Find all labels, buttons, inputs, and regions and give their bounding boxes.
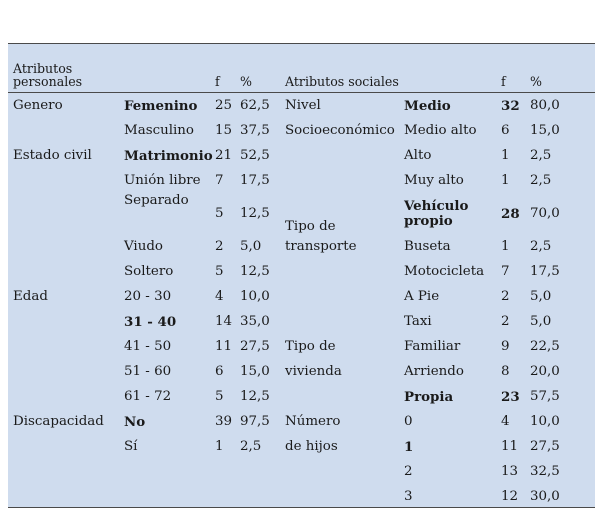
social-pct-cell: 30,0 — [530, 489, 560, 504]
personal-pct-cell: 10,0 — [240, 289, 270, 304]
personal-f-cell — [210, 484, 235, 509]
social-f-cell: 2 — [501, 314, 510, 329]
personal-f-cell: 21 — [215, 148, 233, 163]
header-pct-personal: % — [235, 44, 280, 93]
social-pct-cell: 20,0 — [530, 364, 560, 379]
social-f-cell: 12 — [501, 489, 519, 504]
personal-f-cell: 5 — [215, 206, 224, 221]
attr-personal-cell: Discapacidad — [13, 414, 104, 429]
attr-personal-cell — [8, 434, 119, 459]
personal-f-cell: 39 — [215, 414, 233, 429]
attr-personal-cell — [8, 234, 119, 259]
personal-value-cell: Soltero — [124, 264, 174, 279]
header-blank — [399, 44, 496, 93]
table-header-row — [8, 44, 595, 93]
attr-social-cell — [280, 143, 399, 168]
personal-value-cell: Separado — [124, 193, 189, 208]
header-f-personal: f — [210, 44, 235, 93]
attr-personal-cell — [8, 118, 119, 143]
personal-pct-cell: 12,5 — [240, 206, 270, 221]
personal-pct-cell: 27,5 — [240, 339, 270, 354]
social-value-cell: 2 — [404, 464, 413, 479]
social-pct-cell: 17,5 — [530, 264, 560, 279]
personal-f-cell: 2 — [215, 239, 224, 254]
personal-pct-cell: 5,0 — [240, 239, 262, 254]
social-pct-cell: 5,0 — [530, 314, 552, 329]
social-f-cell: 9 — [501, 339, 510, 354]
header-atributos-sociales: Atributos sociales — [280, 44, 399, 93]
social-value-cell: A Pie — [404, 289, 440, 304]
personal-value-cell — [119, 459, 210, 484]
social-value-cell: Propia — [404, 388, 454, 405]
attr-personal-cell: Edad — [13, 289, 48, 304]
personal-value-cell: Masculino — [124, 123, 194, 138]
social-value-cell: Medio — [404, 97, 451, 114]
social-value-cell: Arriendo — [404, 364, 464, 379]
social-pct-cell: 5,0 — [530, 289, 552, 304]
attr-personal-cell — [8, 309, 119, 334]
table-row — [8, 384, 595, 409]
social-f-cell: 2 — [501, 289, 510, 304]
social-f-cell: 13 — [501, 464, 519, 479]
personal-pct-cell: 12,5 — [240, 389, 270, 404]
personal-f-cell — [210, 459, 235, 484]
personal-f-cell: 4 — [215, 289, 224, 304]
social-value-cell: Vehículo propio — [404, 197, 469, 229]
social-value-cell: Familiar — [404, 339, 461, 354]
attr-personal-cell — [8, 459, 119, 484]
attributes-table-panel — [8, 43, 595, 508]
social-f-cell: 1 — [501, 148, 510, 163]
social-value-cell: Taxi — [404, 314, 432, 329]
attr-social-cell — [280, 309, 399, 334]
social-pct-cell: 57,5 — [530, 389, 560, 404]
attr-social-cell: de hijos — [285, 439, 338, 454]
attr-social-cell: Tipo de — [285, 219, 336, 234]
personal-value-cell: Matrimonio — [124, 147, 213, 164]
social-value-cell: Alto — [404, 148, 432, 163]
personal-f-cell: 25 — [215, 98, 233, 113]
personal-pct-cell: 2,5 — [240, 439, 262, 454]
table-row — [8, 193, 595, 234]
attr-personal-cell — [8, 384, 119, 409]
personal-f-cell: 7 — [215, 173, 224, 188]
table-row — [8, 484, 595, 509]
personal-value-cell: Sí — [124, 439, 138, 454]
personal-f-cell: 1 — [215, 439, 224, 454]
table-row — [8, 459, 595, 484]
social-pct-cell: 2,5 — [530, 173, 552, 188]
table-row — [8, 409, 595, 434]
social-pct-cell: 10,0 — [530, 414, 560, 429]
personal-value-cell: Unión libre — [124, 173, 201, 188]
table-row — [8, 93, 595, 119]
personal-pct-cell: 62,5 — [240, 98, 270, 113]
personal-value-cell: No — [124, 413, 146, 430]
header-atributos-personales: Atributos personales — [8, 44, 119, 93]
social-value-cell: Muy alto — [404, 173, 464, 188]
personal-pct-cell: 12,5 — [240, 264, 270, 279]
table-row — [8, 334, 595, 359]
personal-f-cell: 11 — [215, 339, 233, 354]
personal-pct-cell — [235, 484, 280, 509]
table-row — [8, 168, 595, 193]
social-value-cell: Motocicleta — [404, 264, 485, 279]
social-f-cell: 1 — [501, 239, 510, 254]
social-f-cell: 23 — [501, 388, 520, 405]
social-pct-cell: 22,5 — [530, 339, 560, 354]
personal-value-cell: 61 - 72 — [124, 389, 172, 404]
personal-pct-cell: 97,5 — [240, 414, 270, 429]
attr-social-cell — [280, 459, 399, 484]
table-row — [8, 434, 595, 459]
attr-social-cell — [280, 484, 399, 509]
personal-f-cell: 6 — [215, 364, 224, 379]
personal-value-cell — [119, 484, 210, 509]
table-row — [8, 309, 595, 334]
social-f-cell: 32 — [501, 97, 520, 114]
social-f-cell: 1 — [501, 173, 510, 188]
attr-social-cell: transporte — [285, 239, 357, 254]
social-value-cell: 1 — [404, 438, 414, 455]
attr-personal-cell — [8, 259, 119, 284]
personal-pct-cell: 35,0 — [240, 314, 270, 329]
attr-personal-cell — [8, 359, 119, 384]
attr-social-cell — [280, 384, 399, 409]
personal-value-cell: 51 - 60 — [124, 364, 172, 379]
social-f-cell: 11 — [501, 439, 519, 454]
personal-f-cell: 5 — [215, 389, 224, 404]
social-f-cell: 4 — [501, 414, 510, 429]
personal-value-cell: 41 - 50 — [124, 339, 172, 354]
social-value-cell: Medio alto — [404, 123, 477, 138]
table-row — [8, 118, 595, 143]
attr-personal-cell: Estado civil — [13, 148, 92, 163]
attr-personal-cell: Genero — [13, 98, 63, 113]
social-f-cell: 6 — [501, 123, 510, 138]
personal-value-cell: 20 - 30 — [124, 289, 172, 304]
attr-personal-cell — [8, 168, 119, 193]
personal-pct-cell: 52,5 — [240, 148, 270, 163]
personal-f-cell: 5 — [215, 264, 224, 279]
attr-social-cell: Tipo de — [285, 339, 336, 354]
header-pct-social: % — [525, 44, 595, 93]
social-f-cell: 7 — [501, 264, 510, 279]
social-pct-cell: 2,5 — [530, 239, 552, 254]
table-row — [8, 259, 595, 284]
table-row — [8, 143, 595, 168]
attr-personal-cell — [8, 334, 119, 359]
table-row — [8, 359, 595, 384]
social-value-cell: Buseta — [404, 239, 451, 254]
personal-pct-cell: 17,5 — [240, 173, 270, 188]
attr-social-cell: vivienda — [285, 364, 342, 379]
social-pct-cell: 2,5 — [530, 148, 552, 163]
attr-personal-cell — [8, 193, 119, 234]
social-f-cell: 8 — [501, 364, 510, 379]
social-value-cell: 3 — [404, 489, 413, 504]
header-f-social: f — [496, 44, 525, 93]
attributes-table — [8, 44, 595, 509]
table-row — [8, 284, 595, 309]
social-f-cell: 28 — [501, 205, 520, 222]
personal-pct-cell — [235, 459, 280, 484]
social-pct-cell: 70,0 — [530, 206, 560, 221]
personal-pct-cell: 15,0 — [240, 364, 270, 379]
social-value-cell: 0 — [404, 414, 413, 429]
header-blank — [119, 44, 210, 93]
attr-social-cell: Socioeconómico — [285, 123, 395, 138]
table-row — [8, 234, 595, 259]
personal-value-cell: Viudo — [124, 239, 163, 254]
personal-pct-cell: 37,5 — [240, 123, 270, 138]
personal-f-cell: 14 — [215, 314, 233, 329]
attr-social-cell: Número — [285, 414, 341, 429]
attr-social-cell — [280, 284, 399, 309]
social-pct-cell: 15,0 — [530, 123, 560, 138]
social-pct-cell: 32,5 — [530, 464, 560, 479]
attr-social-cell: Nivel — [285, 98, 321, 113]
personal-f-cell: 15 — [215, 123, 233, 138]
attr-social-cell — [280, 259, 399, 284]
personal-value-cell: Femenino — [124, 97, 198, 114]
social-pct-cell: 80,0 — [530, 98, 560, 113]
personal-value-cell: 31 - 40 — [124, 313, 177, 330]
social-pct-cell: 27,5 — [530, 439, 560, 454]
attr-social-cell — [280, 168, 399, 193]
attr-personal-cell — [8, 484, 119, 509]
